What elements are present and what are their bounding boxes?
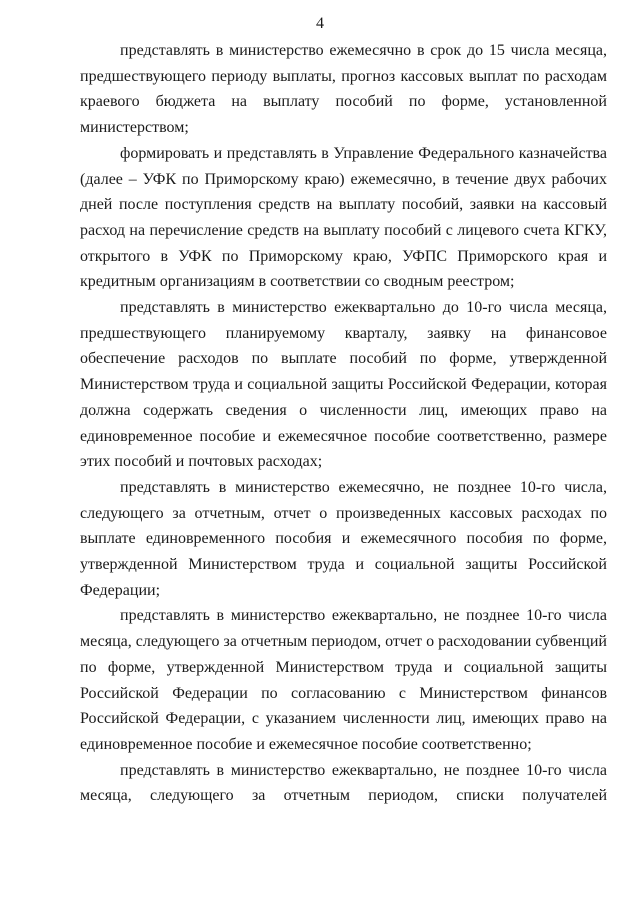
paragraph-quarterly-request: представлять в министерство ежеквартально до 10-го числа месяца, предшествующего планируемому кварталу, заявку на финансовое обеспечение расходов по выплате пособий по форме, утвержденной Министерством труда и социальной защиты Российской Федерации, которая должна содержать сведения о численности лиц, имеющих право на единовременное пособие и ежемесячное пособие соответственно, размере этих пособий и почтовых расходах; <box>80 299 607 471</box>
paragraph-forecast: представлять в министерство ежемесячно в срок до 15 числа месяца, предшествующего периоду выплаты, прогноз кассовых выплат по расходам краевого бюджета на выплату пособий по форме, установленной министерством; <box>80 42 607 137</box>
paragraph-cash-requests: формировать и представлять в Управление Федерального казначейства (далее – УФК по Приморскому краю) ежемесячно, в течение двух рабочих дней после поступления средств на выплату пособий, заявки на кассовый расход на перечисление средств на выплату пособий с лицевого счета КГКУ, открытого в УФК по Приморскому краю, УФПС Приморского края и кредитным организациям в соответствии со сводным реестром; <box>80 144 607 291</box>
document-body <box>80 38 607 809</box>
paragraph-subvention-report: представлять в министерство ежеквартально, не позднее 10-го числа месяца, следующего за отчетным периодом, отчет о расходовании субвенций по форме, утвержденной Министерством труда и социальной защиты Российской Федерации по согласованию с Министерством финансов Российской Федерации, с указанием численности лиц, имеющих право на единовременное пособие и ежемесячное пособие соответственно; <box>80 607 607 753</box>
paragraph-recipient-lists: представлять в министерство ежеквартально, не позднее 10-го числа месяца, следующего за отчетным периодом, списки получателей <box>80 761 607 805</box>
page-number: 4 <box>316 15 324 32</box>
paragraph-monthly-report: представлять в министерство ежемесячно, не позднее 10-го числа, следующего за отчетным, отчет о произведенных кассовых расходах по выплате единовременного пособия и ежемесячного пособия по форме, утвержденной Министерством труда и социальной защиты Российской Федерации; <box>80 478 607 599</box>
